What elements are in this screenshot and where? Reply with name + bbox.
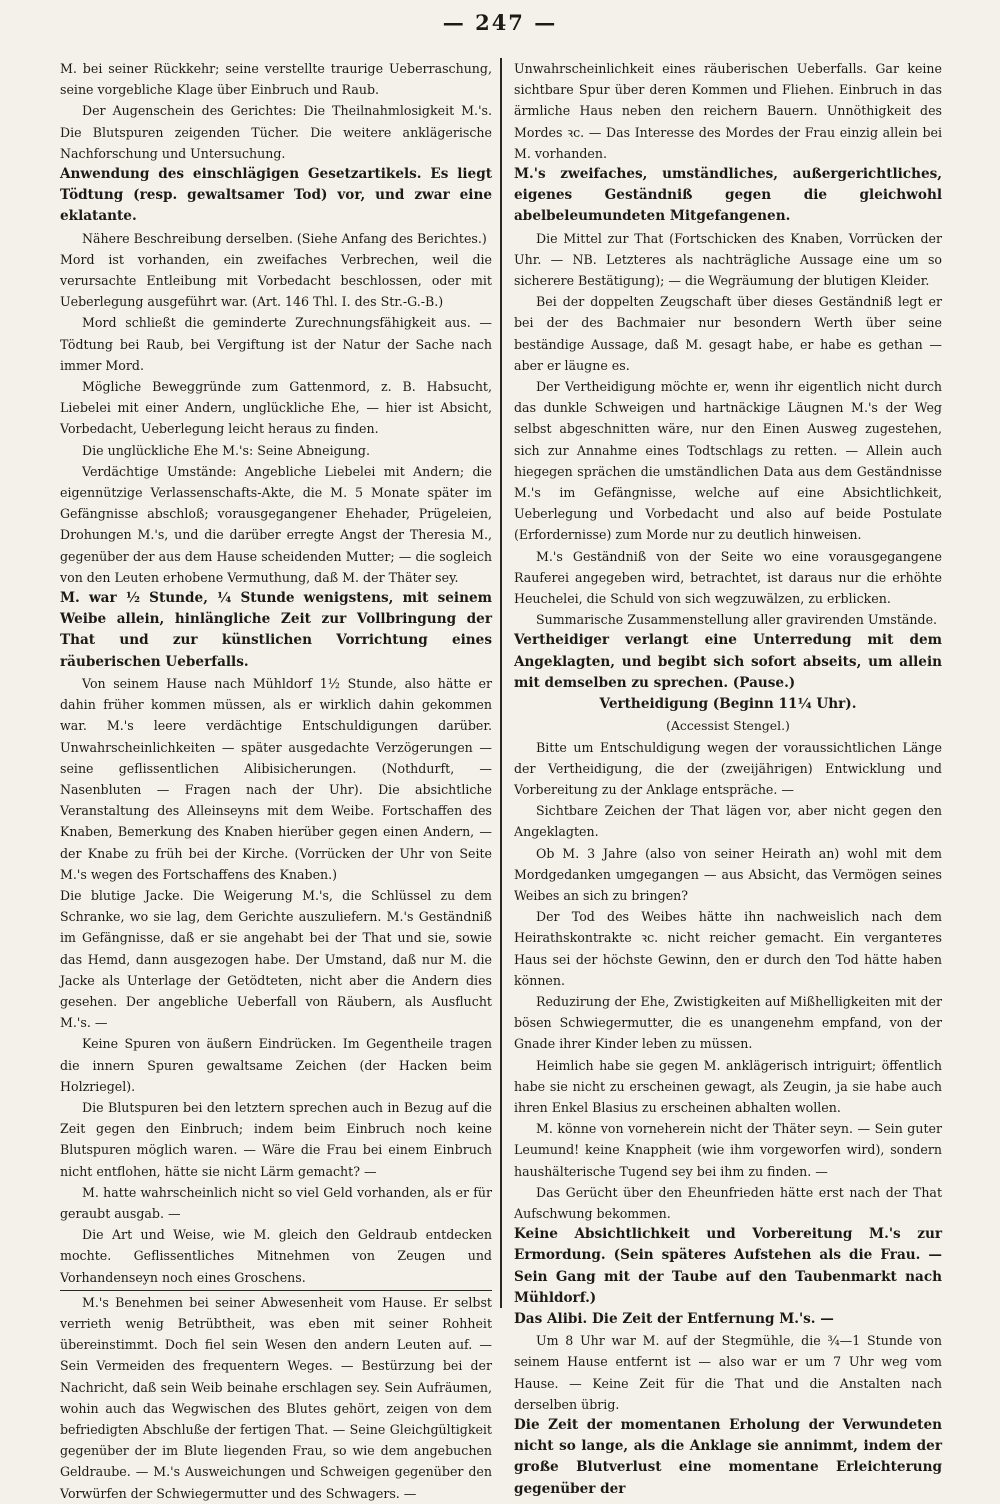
paragraph: Reduzirung der Ehe, Zwistigkeiten auf Mißhelligkeiten mit der bösen Schwiegermutter, die es unangenehm empfand, von der Gnade ihrer Kinder leben zu müssen.: [514, 993, 942, 1052]
paragraph: Ob M. 3 Jahre (also von seiner Heirath an) wohl mit dem Mordgedanken umgegangen — aus Absicht, das Vermögen seines Weibes an sich zu bringen?: [514, 845, 942, 903]
text-columns: [60, 58, 960, 1501]
paragraph: Die Blutspuren bei den letztern sprechen auch in Bezug auf die Zeit gegen den Einbruch; indem beim Einbruch noch keine Blutspuren möglich waren. — Wäre die Frau bei einem Einbruch nicht entflohen, hätte sie nicht Lärm gemacht? —: [60, 1099, 492, 1179]
paragraph: Die blutige Jacke. Die Weigerung M.'s, die Schlüssel zu dem Schranke, wo sie lag, dem Gerichte auszuliefern. M.'s Geständniß im Gefängnisse, daß er sie angehabt bei der That und sie, sowie das Hemd, dann ausgezogen habe. Der Umstand, daß nur M. die Jacke als Unterlage der Getödteten, nicht aber die Andern dies gesehen. Der angebliche Ueberfall von Räubern, als Ausflucht M.'s. —: [60, 887, 492, 1031]
section-rule: [60, 1290, 492, 1291]
right-column: [502, 58, 942, 1497]
left-column: [60, 58, 500, 1501]
paragraph: Sichtbare Zeichen der That lägen vor, aber nicht gegen den Angeklagten.: [514, 803, 942, 840]
paragraph: Der Augenschein des Gerichtes: Die Theilnahmlosigkeit M.'s. Die Blutspuren zeigenden Tücher. Die weitere anklägerische Nachforschung und Untersuchung.: [60, 103, 492, 161]
page-number: — 247 —: [442, 10, 558, 35]
paragraph: M.'s Benehmen bei seiner Abwesenheit vom Hause. Er selbst verrieth wenig Betrübtheit, was eben mit seiner Rohheit übereinstimmt. Doch fiel sein Wesen den andern Leuten auf. — Sein Vermeiden des frequentern Weges. — Bestürzung bei der Nachricht, daß sein Weib beinahe erschlagen sey. Sein Aufräumen, wohin auch das Wegwischen des Blutes gehört, zeigen von dem befriedigten Abschluße der fertigen That. — Seine Gleichgültigkeit gegenüber der im Blute liegenden Frau, so wie dem angebuchen Geldraube. — M.'s Ausweichungen und Schweigen gegenüber den Vorwürfen der Schwiegermutter und des Schwagers. —: [60, 1294, 492, 1501]
paragraph: Anwendung des einschlägigen Gesetzartikels. Es liegt Tödtung (resp. gewaltsamer Tod) vor, und zwar eine eklatante.: [60, 166, 492, 225]
paragraph: Unwahrscheinlichkeit eines räuberischen Ueberfalls. Gar keine sichtbare Spur über deren Kommen und Fliehen. Einbruch in das ärmliche Haus neben den reichern Bauern. Unnöthigkeit des Mordes ꝛc. — Das Interesse des Mordes der Frau einzig allein bei M. vorhanden.: [514, 61, 942, 161]
paragraph: Um 8 Uhr war M. auf der Stegmühle, die ¾—1 Stunde von seinem Hause entfernt ist — also war er um 7 Uhr weg vom Hause. — Keine Zeit für die That und die Anstalten nach derselben übrig.: [514, 1333, 942, 1412]
paragraph: Der Vertheidigung möchte er, wenn ihr eigentlich nicht durch das dunkle Schweigen und hartnäckige Läugnen M.'s der Weg selbst abgeschnitten wäre, nur den Einen Ausweg zugestehen, sich zur Annahme eines Todtschlags zu retten. — Allein auch hiegegen sprächen die umständlichen Data aus dem Geständnisse M.'s im Gefängnisse, welche auf eine Absichtlichkeit, Ueberlegung und Vorbedacht und also auf beide Postulate (Erfordernisse) zum Morde nur zu deutlich hinweisen.: [514, 379, 942, 543]
paragraph: Verdächtige Umstände: Angebliche Liebelei mit Andern; die eigennützige Verlassenschafts-Akte, die M. 5 Monate später im Gefängnisse abschloß; vorausgegangener Ehehader, Prügeleien, Drohungen M.'s, und die darüber erregte Angst der Theresia M., gegenüber der aus dem Hause scheidenden Mutter; — die sogleich von den Leuten erhobene Vermuthung, daß M. der Thäter sey.: [60, 463, 492, 585]
paragraph: Keine Absichtlichkeit und Vorbereitung M.'s zur Ermordung. (Sein späteres Aufstehen als die Frau. — Sein Gang mit der Taube auf den Taubenmarkt nach Mühldorf.): [514, 1226, 942, 1306]
paragraph: Die Zeit der momentanen Erholung der Verwundeten nicht so lange, als die Anklage sie annimmt, indem der große Blutverlust eine momentane Erleichterung gegenüber der: [514, 1417, 942, 1497]
paragraph: Mord schließt die geminderte Zurechnungsfähigkeit aus. — Tödtung bei Raub, bei Vergiftung ist der Natur der Sache nach immer Mord.: [60, 315, 492, 373]
paragraph: Die unglückliche Ehe M.'s: Seine Abneigung.: [82, 442, 370, 458]
paragraph: Vertheidigung (Beginn 11¼ Uhr).: [599, 696, 857, 713]
paragraph: Bei der doppelten Zeugschaft über dieses Geständniß legt er bei der des Bachmaier nur besondern Werth über seine beständige Aussage, daß M. gesagt habe, er habe es gethan — aber er läugne es.: [514, 294, 942, 373]
paragraph: Vertheidiger verlangt eine Unterredung mit dem Angeklagten, und begibt sich sofort abseits, um allein mit demselben zu sprechen. (Pause.): [514, 632, 942, 691]
paragraph: Die Art und Weise, wie M. gleich den Geldraub entdecken mochte. Geflissentliches Mitnehmen von Zeugen und Vorhandenseyn noch eines Groschens.: [60, 1227, 492, 1285]
paragraph: M.'s Geständniß von der Seite wo eine vorausgegangene Rauferei angegeben wird, betrachtet, ist daraus nur die erhöhte Heuchelei, die Schuld von sich wegzuwälzen, zu erblicken.: [514, 548, 942, 607]
paragraph: Nähere Beschreibung derselben. (Siehe Anfang des Berichtes.): [82, 230, 487, 246]
paragraph: Bitte um Entschuldigung wegen der voraussichtlichen Länge der Vertheidigung, die der (zweijährigen) Entwicklung und Vorbereitung zu der Anklage entspräche. —: [514, 739, 942, 797]
paragraph: M. war ½ Stunde, ¼ Stunde wenigstens, mit seinem Weibe allein, hinlängliche Zeit zur Vollbringung der That und zur künstlichen Vorrichtung eines räuberischen Ueberfalls.: [60, 590, 492, 670]
paragraph: Summarische Zusammenstellung aller gravirenden Umstände.: [536, 612, 938, 628]
paragraph: Das Gerücht über den Eheunfrieden hätte erst nach der That Aufschwung bekommen.: [514, 1184, 942, 1221]
paragraph: M. hatte wahrscheinlich nicht so viel Geld vorhanden, als er für geraubt ausgab. —: [60, 1184, 492, 1221]
paragraph: Der Tod des Weibes hätte ihn nachweislich nach dem Heirathskontrakte ꝛc. nicht reicher gemacht. Ein verganteтes Haus sei der höchste Gewinn, den er durch den Tod hätte haben können.: [514, 909, 942, 988]
paragraph: (Accessist Stengel.): [666, 718, 790, 734]
paragraph: Von seinem Hause nach Mühldorf 1½ Stunde, also hätte er dahin früher kommen müssen, als er wirklich dahin gekommen war. M.'s leere verdächtige Entschuldigungen darüber. Unwahrscheinlichkeiten — später ausgedachte Verzögerungen — seine geflissentlichen Alibisicherungen. (Nothdurft, — Nasenbluten — Fragen nach der Uhr). Die absichtliche Veranstaltung des Alleinseyns mit dem Weibe. Fortschaffen des Knaben, Bemerkung des Knaben hierüber gegen einen Andern, — der Knabe zu früh bei der Kirche. (Vorrücken der Uhr von Seite M.'s wegen des Fortschaffens des Knaben.): [60, 675, 492, 882]
paragraph: Das Alibi. Die Zeit der Entfernung M.'s. —: [514, 1310, 834, 1327]
paragraph: Heimlich habe sie gegen M. anklägerisch intriguirt; öffentlich habe sie nicht zu erscheinen gewagt, als Zeugin, ja sie habe auch ihren Enkel Blasius zu erscheinen abhalten wollen.: [514, 1057, 942, 1115]
paragraph: M. könne von vorneherein nicht der Thäter seyn. — Sein guter Leumund! keine Knappheit (wie ihm vorgeworfen wird), sondern haushälterische Tugend sey bei ihm zu finden. —: [514, 1121, 942, 1179]
paragraph: Mord ist vorhanden, ein zweifaches Verbrechen, weil die verursachte Entleibung mit Vorbedacht beschlossen, oder mit Ueberlegung ausgeführt war. (Art. 146 Thl. I. des Str.-G.-B.): [60, 251, 492, 310]
paragraph: Mögliche Beweggründe zum Gattenmord, z. B. Habsucht, Liebelei mit einer Andern, unglückliche Ehe, — hier ist Absicht, Vorbedacht, Ueberlegung leicht heraus zu finden.: [60, 379, 492, 437]
paragraph: M. bei seiner Rückkehr; seine verstellte traurige Ueberraschung, seine vorgebliche Klage über Einbruch und Raub.: [60, 61, 492, 98]
paragraph: M.'s zweifaches, umständliches, außergerichtliches, eigenes Geständniß gegen die gleichwohl abelbeleumundeten Mitgefangenen.: [514, 166, 942, 225]
paragraph: Die Mittel zur That (Fortschicken des Knaben, Vorrücken der Uhr. — NB. Letzteres als nachträgliche Aussage eine um so sicherere Bestätigung); — die Wegräumung der blutigen Kleider.: [514, 230, 942, 289]
paragraph: Keine Spuren von äußern Eindrücken. Im Gegentheile tragen die innern Spuren gewaltsame Zeichen (der Hacken beim Holzriegel).: [60, 1036, 492, 1094]
